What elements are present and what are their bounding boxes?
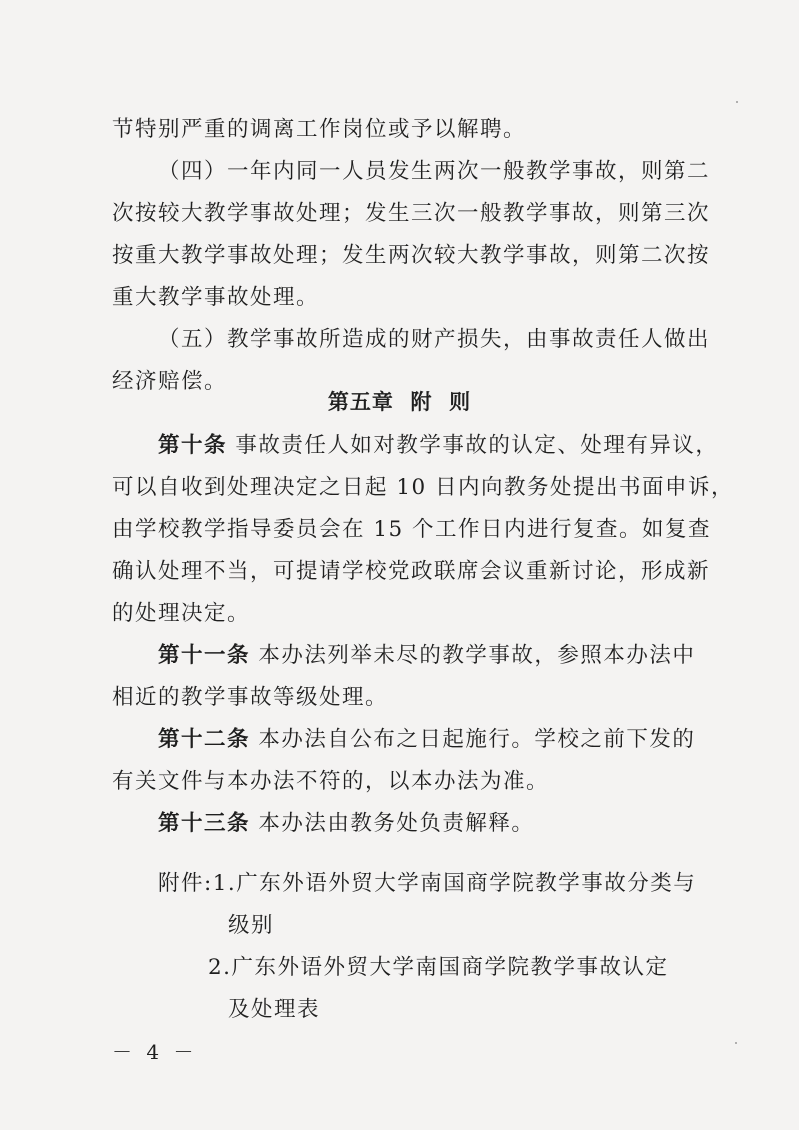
attachment-1-title-cont: 级别 bbox=[228, 913, 275, 938]
attachments-line-2 bbox=[208, 952, 799, 984]
body-line-2: （四）一年内同一人员发生两次一般教学事故，则第二 bbox=[158, 159, 711, 184]
attachment-2-title-cont: 及处理表 bbox=[228, 997, 321, 1022]
article-11-line-2: 相近的教学事故等级处理。 bbox=[112, 685, 389, 710]
chapter-title: 第五章 附 则 bbox=[327, 390, 472, 414]
article-10-line-3: 由学校教学指导委员会在 15 个工作日内进行复查。如复查 bbox=[112, 517, 712, 542]
attachment-2-title: 广东外语外贸大学南国商学院教学事故认定 bbox=[231, 955, 669, 980]
body-line-3: 次按较大教学事故处理；发生三次一般教学事故，则第三次 bbox=[112, 201, 711, 226]
body-line-6: （五）教学事故所造成的财产损失，由事故责任人做出 bbox=[158, 327, 711, 352]
article-13-text: 本办法由教务处负责解释。 bbox=[258, 811, 535, 836]
body-line-7: 经济赔偿。 bbox=[112, 369, 228, 394]
article-12-line-2: 有关文件与本办法不符的，以本办法为准。 bbox=[112, 769, 550, 794]
article-10-line-5: 的处理决定。 bbox=[112, 601, 251, 626]
attachment-1-number: 1. bbox=[212, 871, 237, 896]
article-10-label: 第十条 bbox=[158, 433, 228, 458]
attachments-label: 附件: bbox=[158, 871, 213, 896]
article-10-line-4: 确认处理不当，可提请学校党政联席会议重新讨论，形成新 bbox=[112, 559, 711, 584]
article-11-first-line bbox=[158, 640, 799, 672]
article-10-text: 事故责任人如对教学事故的认定、处理有异议， bbox=[235, 433, 719, 458]
attachment-1-title: 广东外语外贸大学南国商学院教学事故分类与 bbox=[236, 871, 697, 896]
scan-speck bbox=[736, 101, 738, 103]
article-11-text: 本办法列举未尽的教学事故，参照本办法中 bbox=[258, 643, 696, 668]
scan-speck bbox=[735, 1042, 737, 1044]
article-13-line bbox=[158, 808, 799, 840]
article-10-first-line bbox=[158, 430, 799, 462]
attachment-2-number: 2. bbox=[208, 955, 232, 980]
body-line-4: 按重大教学事故处理；发生两次较大教学事故，则第二次按 bbox=[112, 243, 711, 268]
body-line-1: 节特别严重的调离工作岗位或予以解聘。 bbox=[112, 117, 527, 142]
body-line-5: 重大教学事故处理。 bbox=[112, 285, 320, 310]
article-12-first-line bbox=[158, 724, 799, 756]
article-12-label: 第十二条 bbox=[158, 727, 251, 752]
article-12-text: 本办法自公布之日起施行。学校之前下发的 bbox=[258, 727, 696, 752]
page-number: － 4 － bbox=[112, 1040, 198, 1064]
article-11-label: 第十一条 bbox=[158, 643, 251, 668]
article-10-line-2: 可以自收到处理决定之日起 10 日内向教务处提出书面申诉， bbox=[112, 475, 735, 500]
article-13-label: 第十三条 bbox=[158, 811, 251, 836]
attachments-line-1 bbox=[158, 868, 799, 900]
